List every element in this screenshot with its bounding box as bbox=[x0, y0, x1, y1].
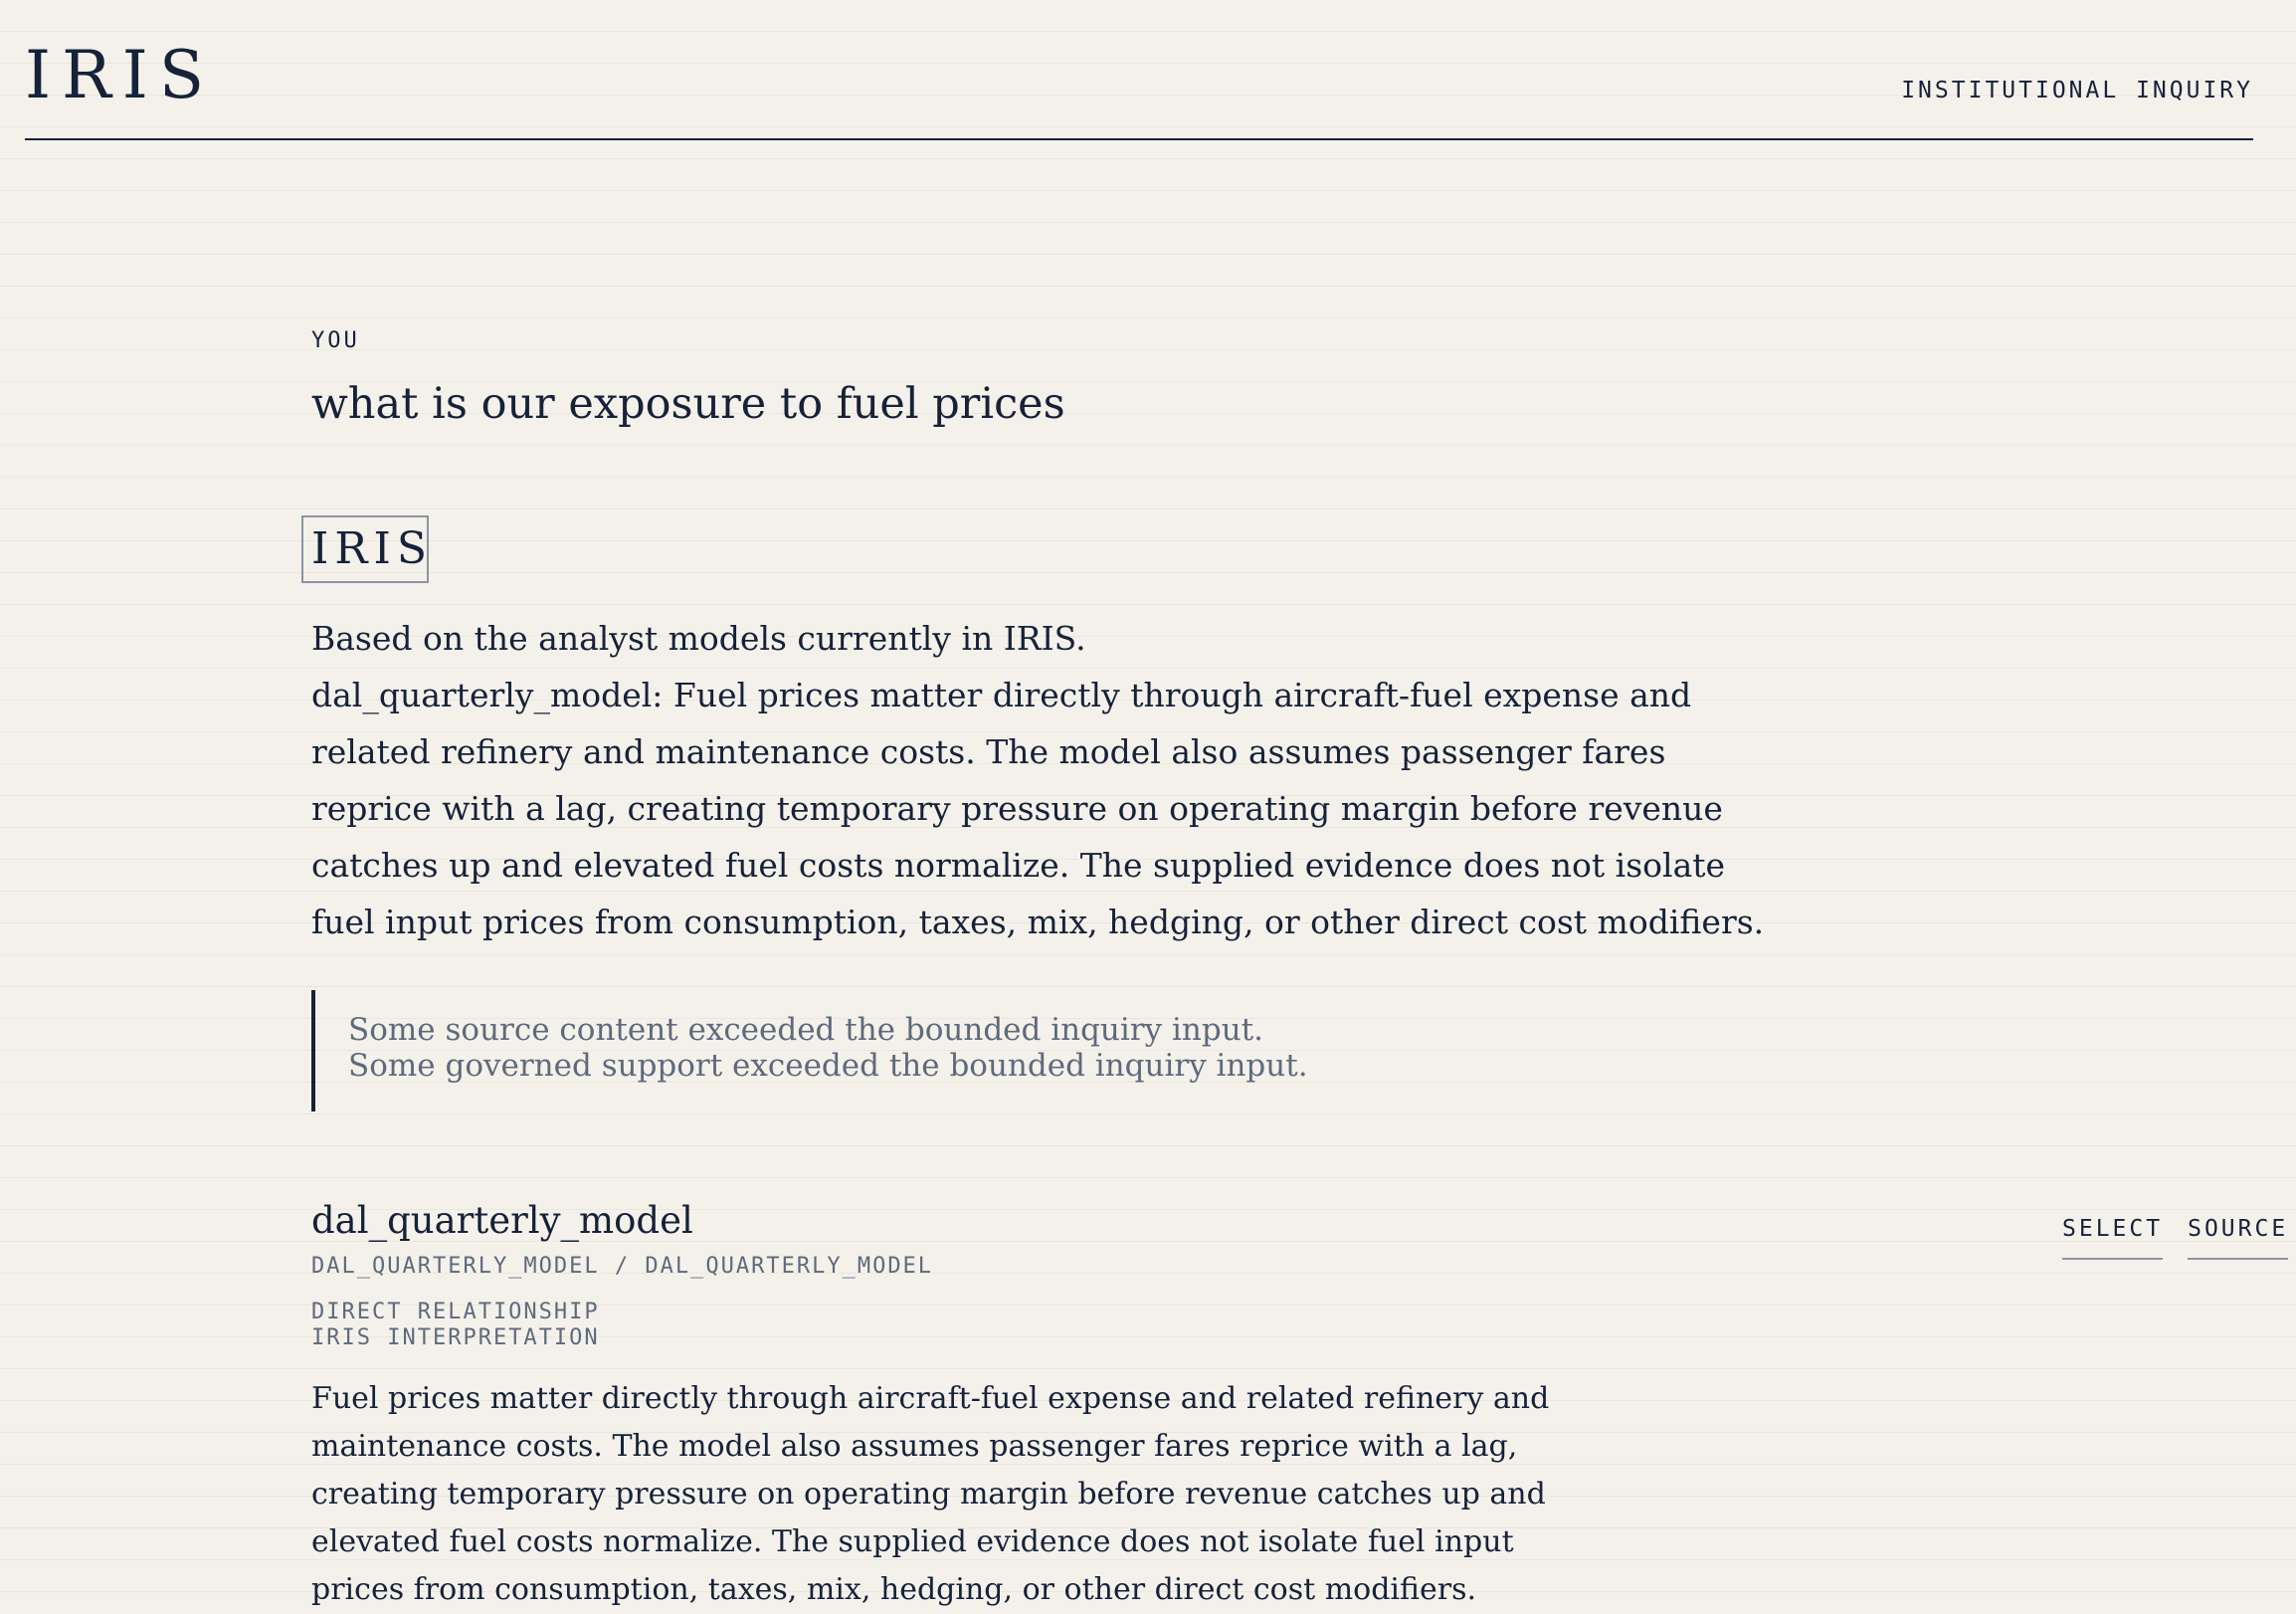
select-button[interactable]: SELECT bbox=[2062, 1216, 2163, 1260]
answer-intro: Based on the analyst models currently in IRIS. bbox=[311, 619, 1086, 658]
header-tagline: INSTITUTIONAL INQUIRY bbox=[1901, 78, 2253, 103]
notice-line: Some source content exceeded the bounded inquiry input. bbox=[348, 1012, 1263, 1048]
user-question: what is our exposure to fuel prices bbox=[311, 379, 1065, 429]
source-meta bbox=[311, 1300, 600, 1351]
interpretation-label: IRIS INTERPRETATION bbox=[311, 1325, 600, 1350]
answer-body: dal_quarterly_model: Fuel prices matter directly through aircraft-fuel expense and related refinery and maintenance costs. The model also assumes passenger fares reprice with a lag, creating temporary pressure on operating margin before revenue catches up and elevated fuel costs normalize. The supplied evidence does not isolate fuel input prices from consumption, taxes, mix, hedging, or other direct cost modifiers. bbox=[311, 676, 1765, 941]
source-path: DAL_QUARTERLY_MODEL / DAL_QUARTERLY_MODEL bbox=[311, 1254, 934, 1279]
source-excerpt: Fuel prices matter directly through aircraft-fuel expense and related refinery and maintenance costs. The model also assumes passenger fares reprice with a lag, creating temporary pressure on operating margin before revenue catches up and elevated fuel costs normalize. The supplied evidence does not isolate fuel input prices from consumption, taxes, mix, hedging, or other direct cost modifiers. bbox=[311, 1381, 1550, 1607]
user-label: YOU bbox=[311, 328, 360, 353]
app-header bbox=[25, 0, 2253, 140]
notice-line: Some governed support exceeded the bounded inquiry input. bbox=[348, 1048, 1308, 1084]
source-button[interactable]: SOURCE bbox=[2188, 1216, 2288, 1260]
app-logo: IRIS bbox=[25, 37, 216, 113]
relationship-label: DIRECT RELATIONSHIP bbox=[311, 1300, 600, 1324]
assistant-answer bbox=[311, 610, 1774, 950]
source-actions bbox=[2062, 1216, 2288, 1260]
input-limit-notice bbox=[311, 990, 1406, 1111]
assistant-badge: IRIS bbox=[301, 515, 429, 583]
source-title: dal_quarterly_model bbox=[311, 1199, 693, 1242]
